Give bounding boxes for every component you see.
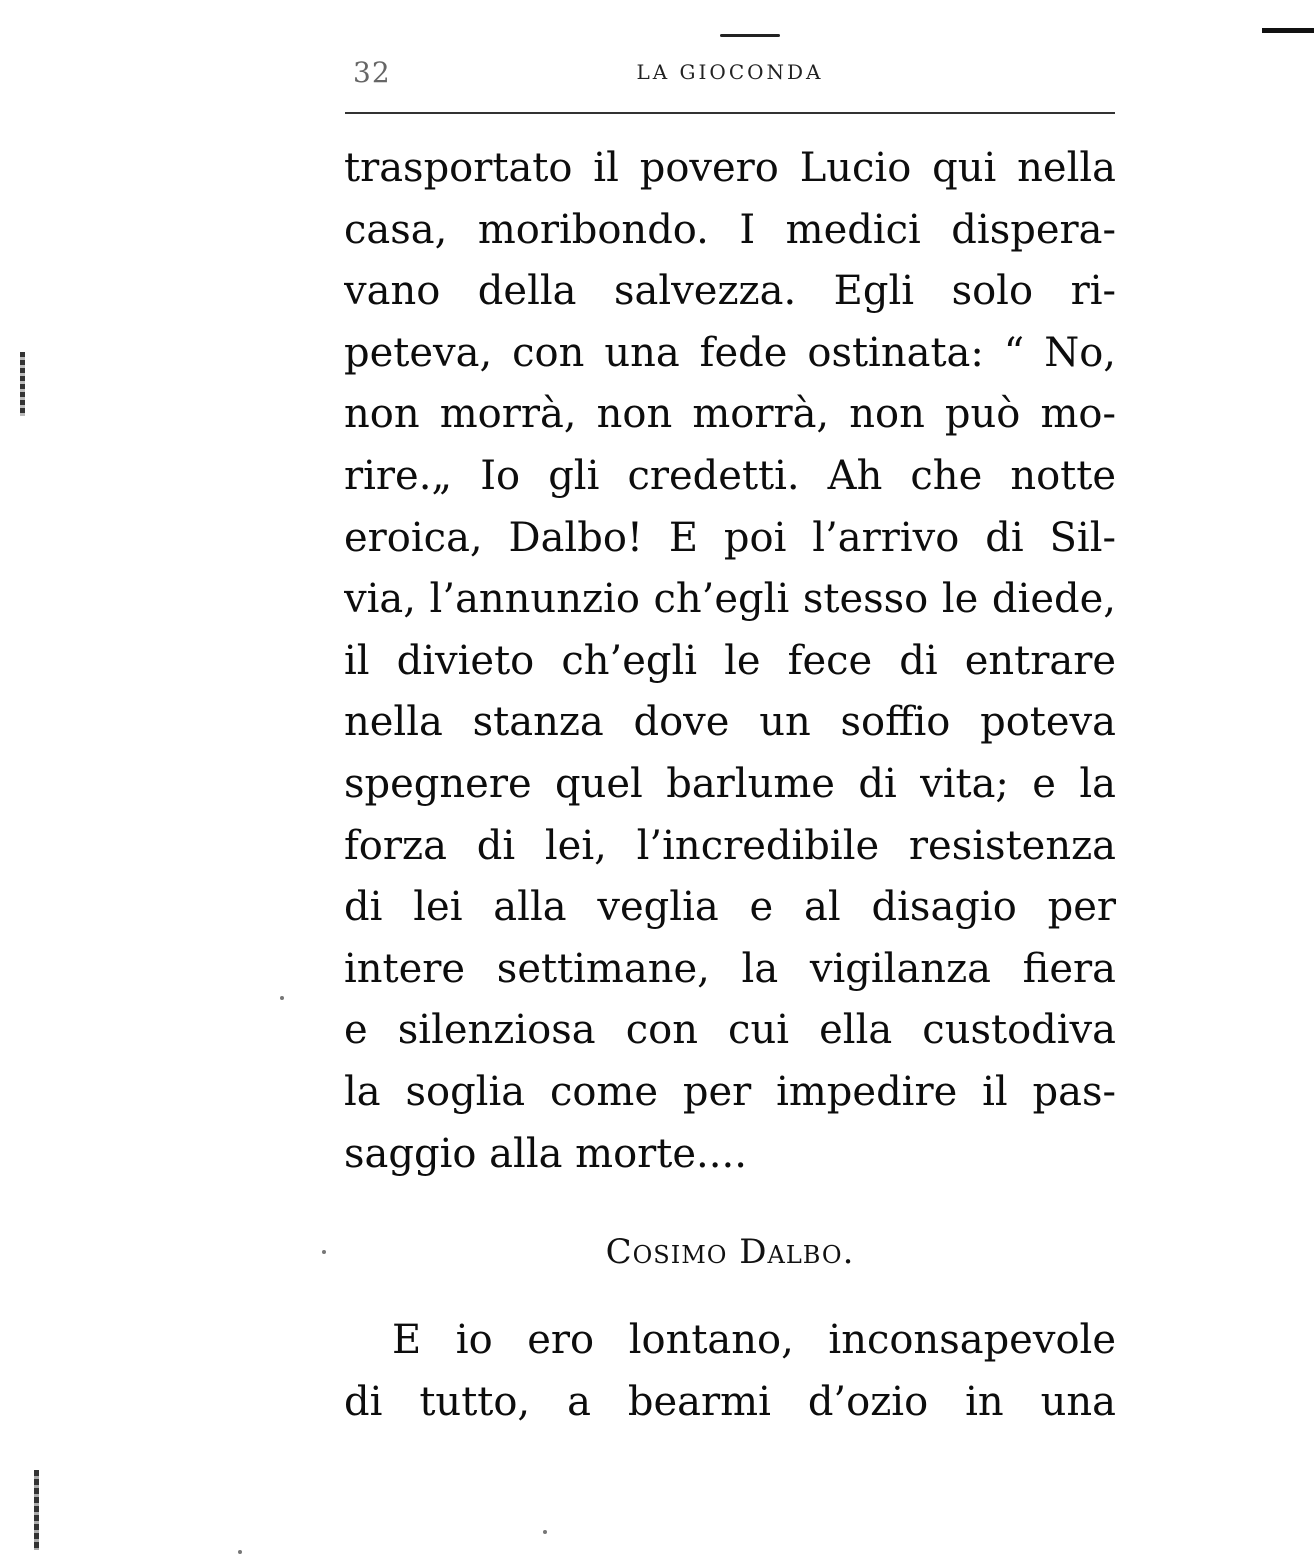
page-number: 32 (353, 56, 391, 89)
text-line: vano della salvezza. Egli solo ri- (344, 268, 1116, 315)
passage-1 (344, 138, 1116, 1185)
text-line: eroica, Dalbo! E poi l’arrivo di Sil- (344, 514, 1116, 561)
text-line: spegnere quel barlume di vita; e la (344, 760, 1116, 807)
text-line: intere settimane, la vigilanza fiera (344, 945, 1116, 992)
running-head (345, 56, 1115, 90)
scan-artifact (20, 352, 25, 416)
scan-artifact (1262, 28, 1314, 33)
text-line: e silenziosa con cui ella custodiva (344, 1007, 1116, 1054)
text-line: peteva, con una fede ostinata: “ No, (344, 329, 1116, 376)
text-line: di lei alla veglia e al disagio per (344, 884, 1116, 931)
scan-speck (543, 1530, 547, 1534)
text-line: via, l’annunzio ch’egli stesso le diede, (344, 576, 1116, 623)
text-line: il divieto ch’egli le fece di entrare (344, 637, 1116, 684)
text-line: casa, moribondo. I medici dispera- (344, 206, 1116, 253)
text-line: nella stanza dove un soffio poteva (344, 699, 1116, 746)
scan-artifact (34, 1470, 39, 1550)
text-line: E io ero lontano, inconsapevole (392, 1317, 1116, 1363)
passage-2 (344, 1310, 1116, 1433)
scan-artifact (720, 34, 780, 37)
text-line: trasportato il povero Lucio qui nella (344, 145, 1116, 191)
text-line: non morrà, non morrà, non può mo- (344, 391, 1116, 438)
text-line: forza di lei, l’incredibile resistenza (344, 822, 1116, 869)
text-line: saggio alla morte.... (344, 1130, 747, 1177)
scan-speck (280, 996, 284, 1000)
scan-speck (322, 1250, 326, 1254)
text-line: di tutto, a bearmi d’ozio in una (344, 1378, 1116, 1425)
scan-speck (238, 1550, 242, 1554)
running-title: LA GIOCONDA (636, 60, 824, 84)
text-line: rire.„ Io gli credetti. Ah che notte (344, 452, 1116, 499)
text-line: la soglia come per impedire il pas- (344, 1068, 1116, 1115)
header-rule (345, 112, 1115, 114)
speaker-name: Cosimo Dalbo. (605, 1232, 855, 1272)
